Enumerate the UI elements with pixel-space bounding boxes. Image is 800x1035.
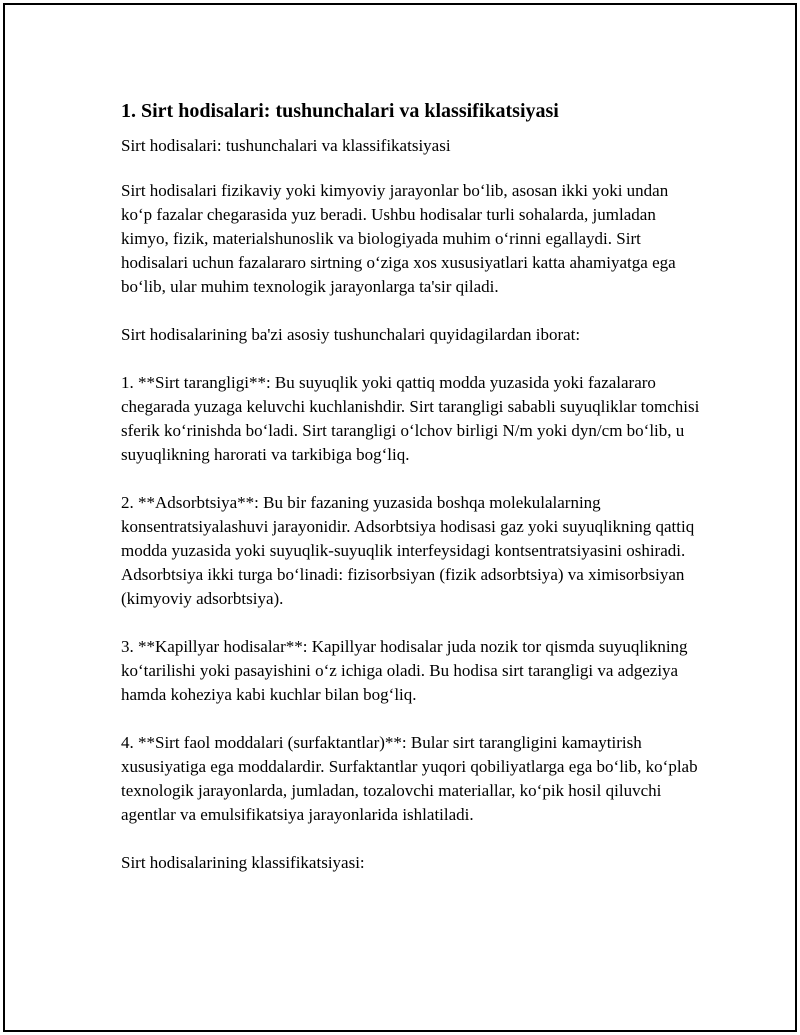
paragraph-adsorption: 2. **Adsorbtsiya**: Bu bir fazaning yuzasida boshqa molekulalarning konsentratsiyalashuvi jarayonidir. Adsorbtsiya hodisasi gaz yoki suyuqlikning qattiq modda yuzasida yoki suyuqlik-suyuqlik interfeysidagi kontsentratsiyasini oshiradi. Adsorbtsiya ikki turga bo‘linadi: fizisorbsiyan (fizik adsorbtsiya) va ximisorbsiyan (kimyoviy adsorbtsiya). (121, 493, 695, 608)
document-page (3, 3, 797, 1032)
paragraph-surface-tension: 1. **Sirt tarangligi**: Bu suyuqlik yoki qattiq modda yuzasida yoki fazalararo chegarada yuzaga keluvchi kuchlanishdir. Sirt tarangligi sababli suyuqliklar tomchisi sferik ko‘rinishda bo‘ladi. Sirt tarangligi o‘lchov birligi N/m yoki dyn/cm bo‘lib, u suyuqlikning harorati va tarkibiga bog‘liq. (121, 373, 700, 464)
document-title: 1. Sirt hodisalari: tushunchalari va klassifikatsiyasi (121, 100, 559, 122)
paragraph-classification-lead: Sirt hodisalarining klassifikatsiyasi: (121, 853, 365, 872)
paragraph-surfactants: 4. **Sirt faol moddalari (surfaktantlar)**: Bular sirt tarangligini kamaytirish xususiyatiga ega moddalardir. Surfaktantlar yuqori qobiliyatlarga ega bo‘lib, ko‘plab texnologik jarayonlarda, jumladan, tozalovchi materiallar, ko‘pik hosil qiluvchi agentlar va emulsifikatsiya jarayonlarida ishlatiladi. (121, 733, 698, 824)
document-body (121, 97, 701, 899)
document-subtitle: Sirt hodisalari: tushunchalari va klassifikatsiyasi (121, 136, 451, 155)
paragraph-concepts-lead: Sirt hodisalarining ba'zi asosiy tushunchalari quyidagilardan iborat: (121, 325, 581, 344)
paragraph-intro: Sirt hodisalari fizikaviy yoki kimyoviy jarayonlar bo‘lib, asosan ikki yoki undan ko‘p fazalar chegarasida yuz beradi. Ushbu hodisalar turli sohalarda, jumladan kimyo, fizik, materialshunoslik va biologiyada muhim o‘rinni egallaydi. Sirt hodisalari uchun fazalararo sirtning o‘ziga xos xususiyatlari katta ahamiyatga ega bo‘lib, ular muhim texnologik jarayonlarga ta'sir qiladi. (121, 181, 676, 296)
paragraph-capillary: 3. **Kapillyar hodisalar**: Kapillyar hodisalar juda nozik tor qismda suyuqlikning ko‘tarilishi yoki pasayishini o‘z ichiga oladi. Bu hodisa sirt tarangligi va adgeziya hamda koheziya kabi kuchlar bilan bog‘liq. (121, 637, 688, 704)
